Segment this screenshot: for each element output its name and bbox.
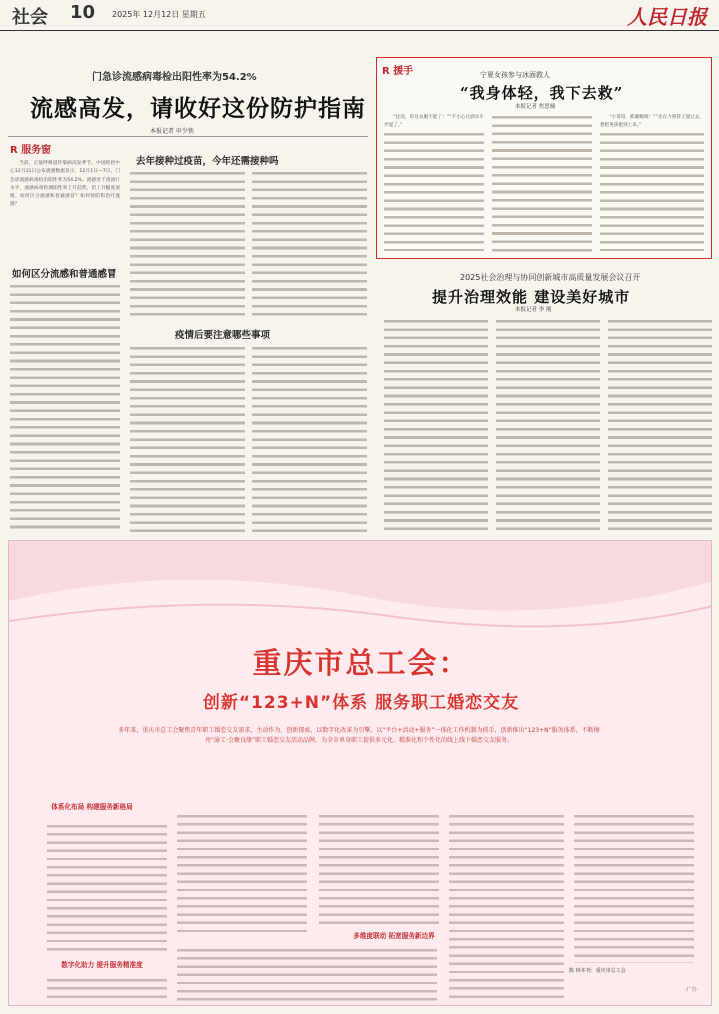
main-kicker: 门急诊流感病毒检出阳性率为54.2% — [92, 72, 257, 83]
newspaper-logo: 人民日报 — [627, 5, 707, 29]
column-2b — [130, 345, 245, 533]
divider — [8, 136, 368, 137]
service-tag: R 服务窗 — [10, 145, 52, 156]
subhead-flu-vs-cold: 如何区分流感和普通感冒 — [12, 269, 117, 280]
ad-column-4 — [449, 813, 564, 1003]
main-byline: 本报记者 申少铁 — [150, 128, 194, 135]
ad-head-3: 多维度联动 拓宽服务新边界 — [353, 932, 435, 940]
subhead-aftercare: 疫情后要注意哪些事项 — [175, 330, 271, 341]
ad-column-1b — [47, 977, 167, 1003]
subhead-vaccine: 去年接种过疫苗，今年还需接种吗 — [136, 156, 279, 167]
gov-column-1 — [384, 318, 488, 533]
column-3a — [252, 170, 367, 320]
help-column-2 — [492, 114, 592, 254]
gov-title: 提升治理效能 建设美好城市 — [432, 288, 631, 306]
ad-column-2a — [177, 813, 307, 933]
ad-subtitle: 创新“123+N”体系 服务职工婚恋交友 — [202, 693, 520, 713]
help-column-1: “往前，你这衣服不能了！”“不小心让酒水车弄湿了。” — [384, 114, 484, 254]
section-name: 社会 — [12, 7, 48, 28]
column-1 — [10, 283, 120, 533]
ad-signature: 陈 林本刊：重庆市总工会 — [569, 968, 626, 974]
ad-head-1: 体系化布局 构建服务新格局 — [51, 803, 133, 811]
main-title: 流感高发，请收好这份防护指南 — [30, 96, 366, 122]
help-column-3: “小哥哥，抓紧她呀！”“先在力将管子递过去，想把男孩抱到上来。” — [600, 114, 704, 254]
advertisement — [8, 540, 712, 1006]
main-lead: 当前，正值呼吸道传染病高发季节，中国疾控中心12月11日公布流感数据显示，12月1日—7日，门急诊流感病毒检出阳性率为54.2%。流感处于高流行水平，流感病毒检测阳性率上升趋势，但上升幅度放缓。如何区分流感和普通感冒？如何预防和治疗流感？ — [10, 161, 120, 208]
ad-column-3 — [319, 813, 439, 925]
gov-column-3 — [608, 318, 712, 533]
ad-label: ·广告· — [685, 987, 699, 993]
ad-banner-decoration — [9, 541, 712, 636]
help-title: “我身体轻，我下去救” — [460, 84, 624, 102]
column-2a — [130, 170, 245, 320]
masthead — [0, 0, 719, 31]
help-kicker: 宁夏女孩参与冰面救人 — [480, 71, 550, 79]
ad-column-5 — [574, 813, 694, 963]
help-tag: R 援手 — [382, 66, 414, 77]
gov-kicker: 2025社会治理与协同创新城市高质量发展会议召开 — [460, 273, 641, 282]
ad-column-1a — [47, 823, 167, 953]
ad-intro: 多年来，重庆市总工会聚焦青年职工婚恋交友需求，主动作为、创新探索，以数字化改革为引擎，以“平台+活动+服务”一体化工作机制为抓手，创新推出“123+N”服务体系，不断擦亮“渝工·会聚良缘”职工婚恋交友活动品牌，为全市单身职工提供多元化、精准化和个性化的线上线下婚恋交友服务。 — [118, 727, 600, 744]
gov-column-2 — [496, 318, 600, 533]
ad-column-2b — [177, 947, 437, 1003]
column-3b — [252, 345, 367, 533]
ad-head-2: 数字化助力 提升服务精准度 — [61, 961, 143, 969]
gov-byline: 本报记者 李 刚 — [515, 307, 552, 313]
page-number: 10 — [70, 2, 96, 23]
ad-title: 重庆市总工会： — [252, 646, 470, 680]
issue-date: 2025年 12月12日 星期五 — [112, 10, 206, 19]
help-byline: 本报记者 焦思楠 — [515, 104, 556, 110]
